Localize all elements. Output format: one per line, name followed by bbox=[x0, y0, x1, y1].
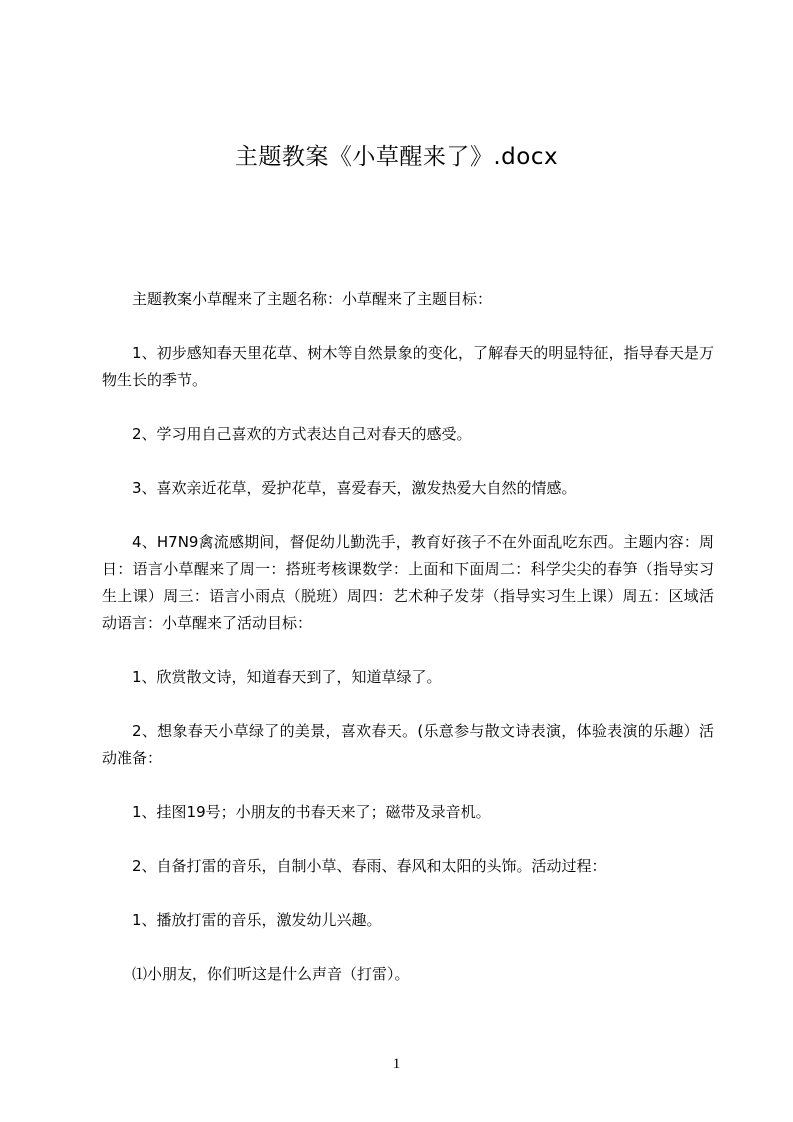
paragraph-process-1: 1、播放打雷的音乐，激发幼儿兴趣。 bbox=[132, 911, 382, 929]
paragraph-goal-4: 4、H7N9禽流感期间，督促幼儿勤洗手，教育好孩子不在外面乱吃东西。主题内容：周日：语言小草醒来了周一：搭班考核课数学：上面和下面周二：科学尖尖的春笋（指导实习生上课）周三：语言小雨点（脱班）周四：艺术种子发芽（指导实习生上课）周五：区域活动语言：小草醒来了活动目标： bbox=[102, 533, 714, 632]
paragraph-process-1-1: ⑴小朋友，你们听这是什么声音（打雷）。 bbox=[132, 965, 410, 983]
paragraph-intro: 主题教案小草醒来了主题名称：小草醒来了主题目标： bbox=[132, 290, 493, 308]
paragraph-goal-2: 2、学习用自己喜欢的方式表达自己对春天的感受。 bbox=[132, 425, 472, 443]
paragraph-prep-2: 2、自备打雷的音乐，自制小草、春雨、春风和太阳的头饰。活动过程： bbox=[132, 857, 607, 875]
document-title: 主题教案《小草醒来了》.docx bbox=[234, 144, 559, 170]
paragraph-goal-3: 3、喜欢亲近花草，爱护花草，喜爱春天，激发热爱大自然的情感。 bbox=[132, 479, 577, 497]
paragraph-activity-goal-2: 2、想象春天小草绿了的美景，喜欢春天。(乐意参与散文诗表演，体验表演的乐趣）活动准备： bbox=[102, 722, 714, 767]
page-number: 1 bbox=[392, 1056, 401, 1072]
document-body bbox=[102, 286, 714, 988]
paragraph-prep-1: 1、挂图19号；小朋友的书春天来了；磁带及录音机。 bbox=[132, 803, 491, 821]
paragraph-goal-1: 1、初步感知春天里花草、树木等自然景象的变化，了解春天的明显特征，指导春天是万物生长的季节。 bbox=[102, 344, 714, 389]
paragraph-activity-goal-1: 1、欣赏散文诗，知道春天到了，知道草绿了。 bbox=[132, 668, 442, 686]
